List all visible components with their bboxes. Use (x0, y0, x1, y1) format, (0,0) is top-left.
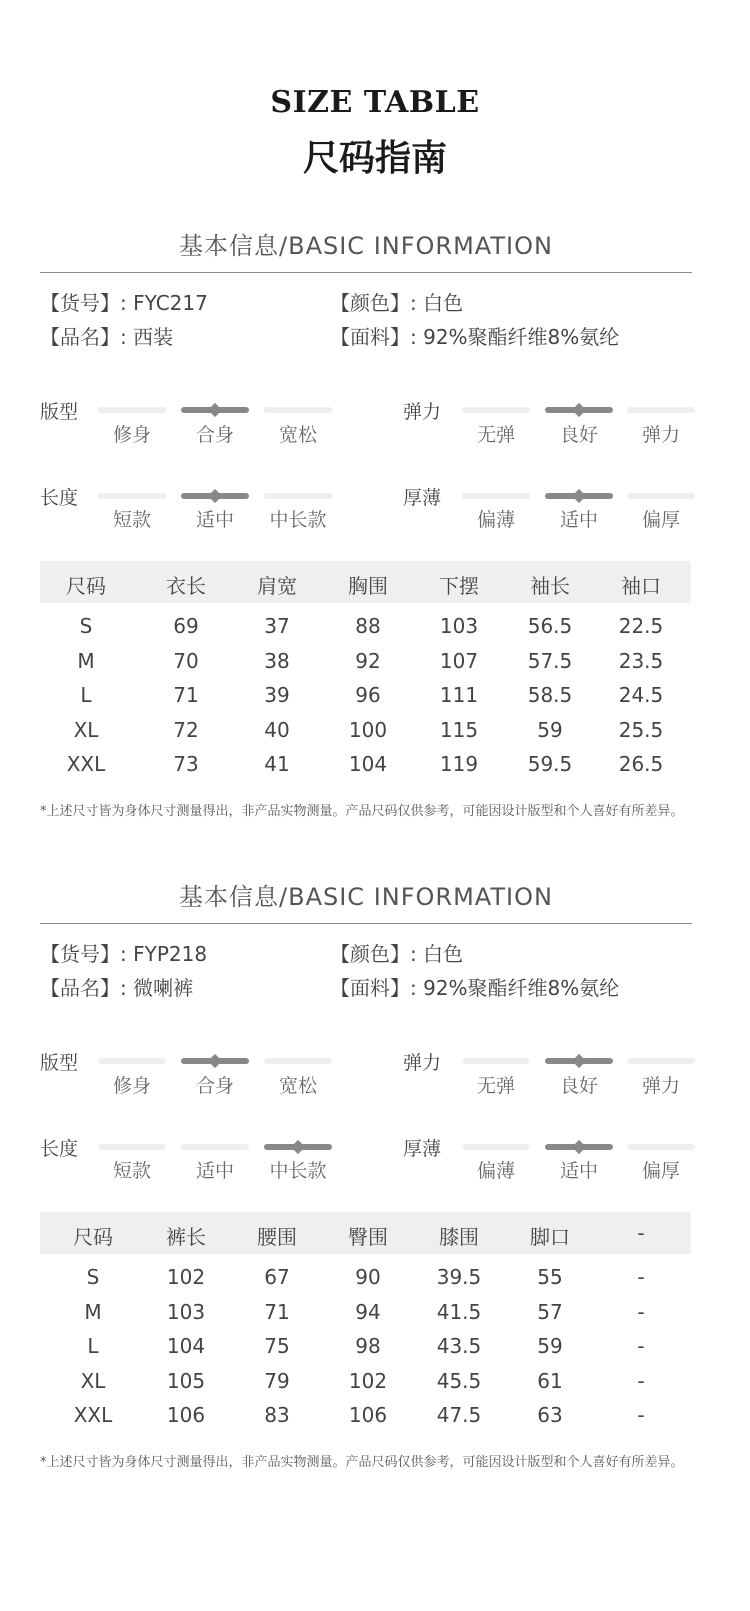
scale-option-label: 宽松 (278, 424, 317, 446)
scale-option-label: 偏厚 (641, 509, 680, 531)
size-table-cell: L (80, 683, 92, 707)
scale-segment (264, 1058, 332, 1064)
size-table-cell: 22.5 (618, 614, 664, 638)
size-table-cell: XL (80, 1368, 106, 1393)
scale-segment (98, 1058, 166, 1064)
product-fabric: 【面料】: 92%聚酯纤维8%氨纶 (330, 976, 620, 1000)
size-table-cell: 73 (173, 752, 199, 776)
product-color: 【颜色】: 白色 (330, 942, 464, 966)
size-table-cell: 102 (166, 1265, 206, 1289)
size-table-cell: 47.5 (436, 1403, 482, 1427)
attribute-label: 弹力 (403, 401, 442, 423)
size-table-cell: 58.5 (527, 683, 573, 707)
size-table-cell: 71 (264, 1299, 290, 1324)
size-table-cell: S (79, 614, 93, 638)
page-title-cn: 尺码指南 (302, 137, 447, 179)
size-table-cell: - (637, 1368, 645, 1393)
attribute-label: 版型 (40, 1052, 79, 1074)
size-table-cell: 57 (537, 1299, 563, 1324)
scale-option-label: 适中 (195, 509, 234, 531)
scale-option-label: 中长款 (269, 1160, 327, 1182)
size-table-header-cell: 袖长 (530, 574, 570, 598)
size-note: *上述尺寸皆为身体尺寸测量得出，非产品实物测量。产品尺码仅供参考，可能因设计版型和个人喜好有所差异。 (40, 1455, 684, 1470)
size-table-cell: L (87, 1334, 99, 1358)
scale-segment (462, 1144, 530, 1150)
scale-segment (98, 1144, 166, 1150)
page-title-en: SIZE TABLE (270, 85, 480, 120)
scale-option-label: 短款 (112, 1160, 151, 1182)
scale-option-label: 合身 (195, 424, 234, 446)
scale-option-label: 良好 (559, 424, 598, 446)
size-table-cell: 103 (166, 1299, 206, 1324)
scale-option-label: 短款 (112, 509, 151, 531)
size-table-header-cell: 袖口 (621, 574, 661, 598)
scale-option-label: 偏薄 (476, 1160, 515, 1182)
section-heading: 基本信息/BASIC INFORMATION (40, 220, 692, 273)
size-table-cell: 38 (264, 648, 290, 673)
scale-segment (462, 1058, 530, 1064)
size-table-cell: S (86, 1265, 100, 1289)
size-table-header-cell: 胸围 (348, 574, 388, 598)
scale-option-label: 偏薄 (476, 509, 515, 531)
scale-segment (627, 1144, 695, 1150)
size-table-cell: 90 (355, 1265, 381, 1289)
size-table-cell: 88 (355, 614, 381, 638)
scale-option-label: 中长款 (269, 509, 327, 531)
size-table-cell: 71 (173, 683, 199, 707)
size-table-header-cell: 腰围 (257, 1225, 297, 1249)
size-table-cell: 104 (166, 1334, 206, 1358)
size-table-cell: - (637, 1403, 645, 1427)
product-name: 【品名】: 微喇裤 (40, 976, 194, 1000)
size-table-cell: 37 (264, 614, 290, 638)
scale-option-label: 修身 (112, 424, 151, 446)
size-table-header-cell: 臀围 (348, 1225, 388, 1249)
product-fabric: 【面料】: 92%聚酯纤维8%氨纶 (330, 325, 620, 349)
size-table-cell: 24.5 (618, 683, 664, 707)
size-table-cell: 26.5 (618, 752, 664, 776)
size-table-cell: 72 (173, 717, 199, 742)
scale-marker-icon (291, 1140, 305, 1154)
size-table-cell: - (637, 1265, 645, 1289)
size-table-cell: 83 (264, 1403, 290, 1427)
size-table-cell: 56.5 (527, 614, 573, 638)
attribute-label: 厚薄 (403, 1138, 442, 1160)
size-note: *上述尺寸皆为身体尺寸测量得出，非产品实物测量。产品尺码仅供参考，可能因设计版型和个人喜好有所差异。 (40, 804, 684, 819)
size-table-cell: 45.5 (436, 1368, 482, 1393)
size-table-cell: 94 (355, 1299, 381, 1324)
scale-marker-icon (208, 1054, 222, 1068)
size-table-cell: 59.5 (527, 752, 573, 776)
size-table-cell: 102 (348, 1368, 388, 1393)
size-table-cell: 25.5 (618, 717, 664, 742)
size-table-cell: 105 (166, 1368, 206, 1393)
size-table-cell: 69 (173, 614, 199, 638)
size-table-cell: 61 (537, 1368, 563, 1393)
size-table-cell: XL (73, 717, 99, 742)
scale-segment (181, 1144, 249, 1150)
scale-option-label: 修身 (112, 1075, 151, 1097)
size-table-cell: 43.5 (436, 1334, 482, 1358)
attribute-label: 长度 (40, 487, 79, 509)
scale-option-label: 弹力 (641, 424, 680, 446)
size-table-header-cell: 尺码 (73, 1225, 113, 1249)
scale-option-label: 适中 (195, 1160, 234, 1182)
product-name: 【品名】: 西装 (40, 325, 174, 349)
size-table-cell: 41.5 (436, 1299, 482, 1324)
size-table-cell: 41 (264, 752, 290, 776)
size-table-cell: 40 (264, 717, 290, 742)
scale-segment-selected (545, 1144, 613, 1150)
size-table-cell: XXL (73, 1403, 113, 1427)
size-table-cell: XXL (66, 752, 106, 776)
item-number: 【货号】: FYP218 (40, 942, 208, 966)
size-table-cell: 63 (537, 1403, 563, 1427)
scale-option-label: 无弹 (476, 1075, 515, 1097)
item-number: 【货号】: FYC217 (40, 291, 208, 315)
size-table-cell: 79 (264, 1368, 290, 1393)
size-table-cell: 96 (355, 683, 381, 707)
attribute-label: 版型 (40, 401, 79, 423)
size-table-cell: 98 (355, 1334, 381, 1358)
scale-option-label: 良好 (559, 1075, 598, 1097)
size-table-cell: 70 (173, 648, 199, 673)
scale-option-label: 适中 (559, 1160, 598, 1182)
size-table-cell: 67 (264, 1265, 290, 1289)
size-table-cell: M (84, 1299, 102, 1324)
size-table-header-cell: 肩宽 (257, 574, 297, 598)
size-table-cell: - (637, 1334, 645, 1358)
scale-segment-selected (181, 1058, 249, 1064)
size-table-header-cell: 尺码 (66, 574, 106, 598)
size-table-cell: 103 (439, 614, 479, 638)
size-table-cell: 59 (537, 1334, 563, 1358)
product-color: 【颜色】: 白色 (330, 291, 464, 315)
size-table-cell: 106 (348, 1403, 388, 1427)
scale-option-label: 宽松 (278, 1075, 317, 1097)
size-table-cell: M (77, 648, 95, 673)
scale-segment-selected (264, 1144, 332, 1150)
size-table-cell: 100 (348, 717, 388, 742)
size-table-cell: 107 (439, 648, 479, 673)
section-heading: 基本信息/BASIC INFORMATION (40, 871, 692, 924)
size-table-header-cell: 脚口 (530, 1225, 570, 1249)
size-table-header-cell: - (637, 1221, 645, 1245)
size-table-cell: 75 (264, 1334, 290, 1358)
size-table-cell: 106 (166, 1403, 206, 1427)
size-table-cell: 111 (439, 683, 479, 707)
scale-option-label: 合身 (195, 1075, 234, 1097)
scale-marker-icon (572, 1140, 586, 1154)
scale-segment (627, 1058, 695, 1064)
attribute-label: 厚薄 (403, 487, 442, 509)
attribute-label: 长度 (40, 1138, 79, 1160)
size-table-cell: 92 (355, 648, 381, 673)
scale-marker-icon (572, 1054, 586, 1068)
size-table-header-cell: 衣长 (166, 574, 206, 598)
size-table-cell: 39 (264, 683, 290, 707)
size-table-cell: 57.5 (527, 648, 573, 673)
size-table-cell: 55 (537, 1265, 563, 1289)
size-table-cell: 119 (439, 752, 479, 776)
scale-option-label: 弹力 (641, 1075, 680, 1097)
size-table-cell: 104 (348, 752, 388, 776)
attribute-label: 弹力 (403, 1052, 442, 1074)
scale-segment-selected (545, 1058, 613, 1064)
size-table-cell: - (637, 1299, 645, 1324)
size-table-cell: 115 (439, 717, 479, 742)
scale-option-label: 偏厚 (641, 1160, 680, 1182)
size-table-cell: 59 (537, 717, 563, 742)
size-table-cell: 23.5 (618, 648, 664, 673)
scale-option-label: 无弹 (476, 424, 515, 446)
size-table-header-cell: 膝围 (439, 1225, 479, 1249)
scale-option-label: 适中 (559, 509, 598, 531)
size-table-header-cell: 裤长 (166, 1225, 206, 1249)
size-table-header-cell: 下摆 (439, 574, 479, 598)
size-table-cell: 39.5 (436, 1265, 482, 1289)
